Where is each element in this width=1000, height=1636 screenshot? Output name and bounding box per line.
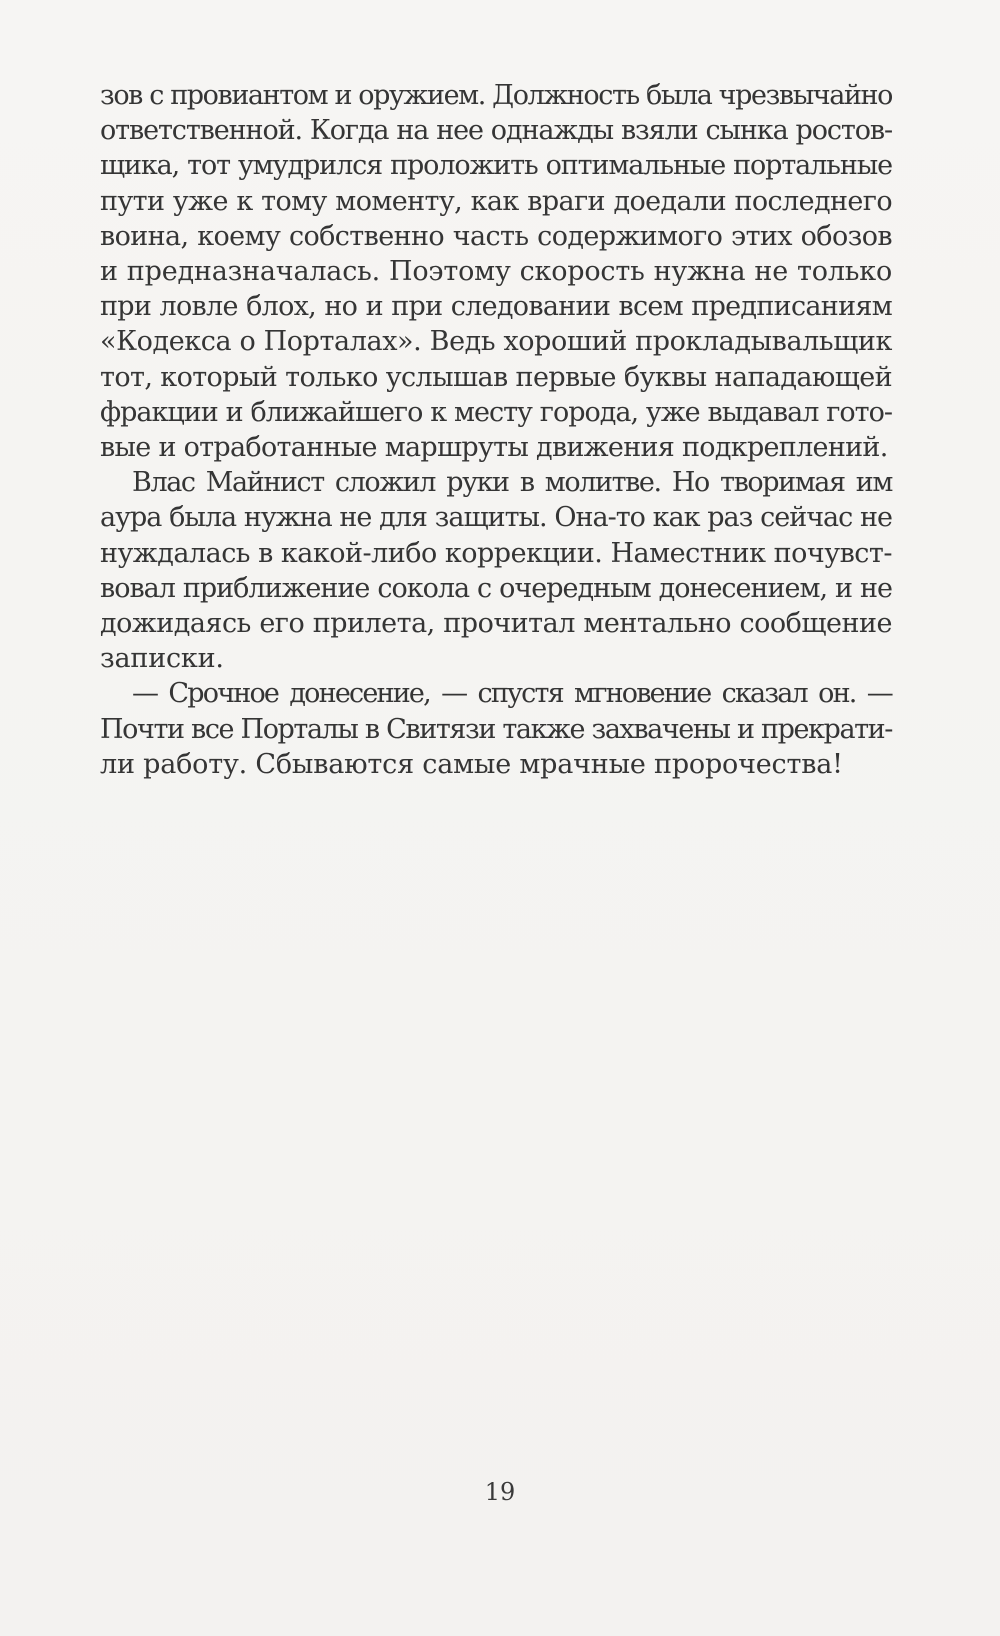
text-line: дожидаясь его прилета, прочитал ментально сообщение (100, 608, 892, 640)
page-text (100, 78, 892, 782)
text-line: зов с провиантом и оружием. Должность была чрезвычайно (100, 80, 892, 111)
text-line: пути уже к тому моменту, как враги доедали последнего (100, 185, 892, 217)
text-line: вовал приближение сокола с очередным донесением, и не (100, 572, 892, 604)
paragraph-3 (100, 676, 892, 782)
text-line: при ловле блох, но и при следовании всем предписаниям (100, 291, 892, 323)
text-line: аура была нужна не для защиты. Она-то как раз сейчас не (100, 502, 892, 534)
text-line: и предназначалась. Поэтому скорость нужна не только (100, 256, 892, 288)
text-line: Влас Майнист сложил руки в молитве. Но творимая им (132, 467, 892, 499)
text-line: щика, тот умудрился проложить оптимальные портальные (100, 150, 892, 182)
page-number: 19 (484, 1478, 516, 1506)
text-line: Почти все Порталы в Свитязи также захвачены и прекрати- (100, 713, 892, 745)
text-line: — Срочное донесение, — спустя мгновение сказал он. — (132, 678, 892, 710)
paragraph-2 (100, 465, 892, 676)
text-line: нуждалась в какой-либо коррекции. Наместник почувст- (100, 537, 892, 569)
text-line: ли работу. Сбываются самые мрачные пророчества! (100, 748, 843, 780)
text-line: «Кодекса о Порталах». Ведь хороший прокладывальщик (100, 326, 892, 358)
text-line: записки. (100, 643, 224, 675)
text-line: ответственной. Когда на нее однажды взяли сынка ростов- (100, 115, 892, 147)
paragraph-1 (100, 78, 892, 465)
text-line: воина, коему собственно часть содержимого этих обозов (100, 220, 892, 252)
text-line: тот, который только услышав первые буквы нападающей (100, 361, 893, 393)
text-line: вые и отработанные маршруты движения подкреплений. (100, 432, 888, 464)
text-line: фракции и ближайшего к месту города, уже выдавал гото- (100, 396, 892, 428)
